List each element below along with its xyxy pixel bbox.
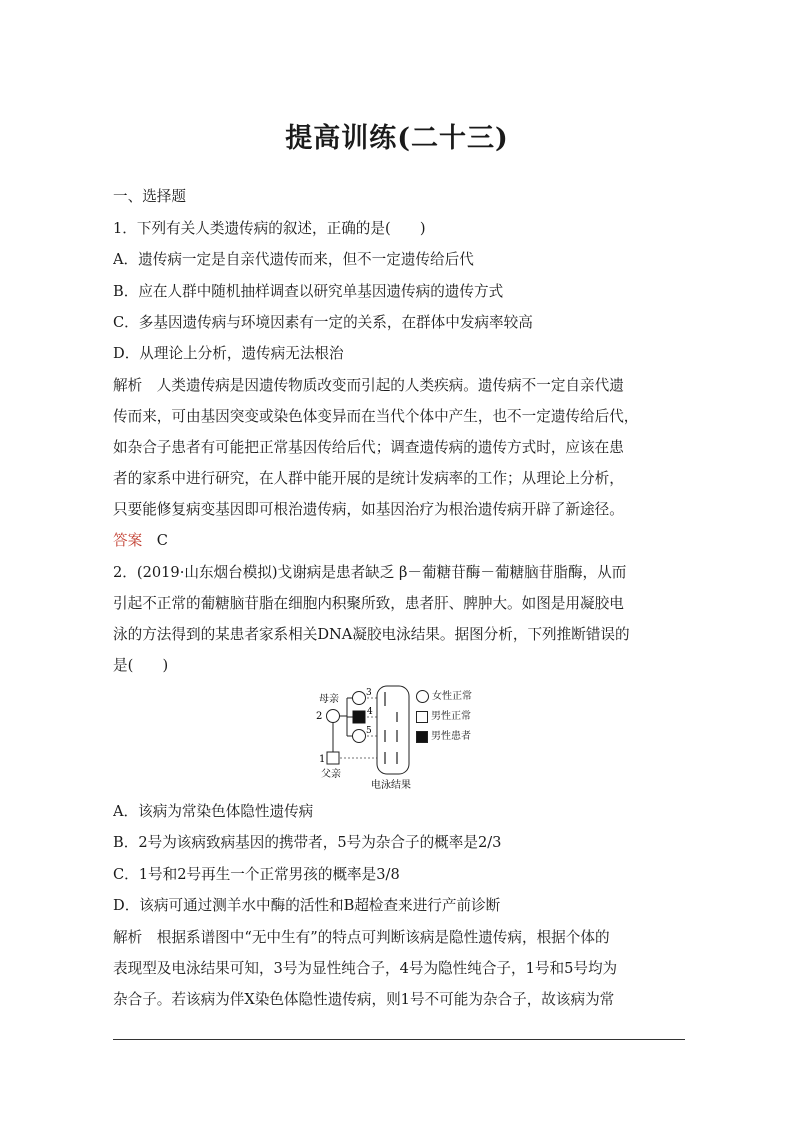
q1-option-c: C．多基因遗传病与环境因素有一定的关系，在群体中发病率较高 [113,314,533,331]
individual-2-normal-female [327,710,340,723]
q1-analysis-line-3: 如杂合子患者有可能把正常基因传给后代；调查遗传病的遗传方式时，应该在患 [113,439,624,456]
q1-option-b: B．应在人群中随机抽样调查以研究单基因遗传病的遗传方式 [113,283,504,300]
square-icon [416,711,428,723]
q1-analysis-label: 解析 [113,377,143,394]
q1-stem: 1．下列有关人类遗传病的叙述，正确的是( ) [113,220,426,237]
filled-square-icon [416,731,428,743]
gel-box [377,686,409,774]
q2-analysis-line-3: 杂合子。若该病为伴X染色体隐性遗传病，则1号不可能为杂合子，故该病为常 [113,991,615,1008]
q2-stem-line-1: 2．(2019·山东烟台模拟)戈谢病是患者缺乏 β－葡糖苷酶－葡糖脑苷脂酶，从而 [113,564,627,581]
q2-stem-line-2: 引起不正常的葡糖脑苷脂在细胞内积聚所致，患者肝、脾肿大。如图是用凝胶电 [113,595,624,612]
legend-normal-male: 男性正常 [416,710,471,726]
q1-analysis-line-1 [113,376,685,396]
page-title: 提高训练(二十三) [285,123,509,154]
diagram-legend [416,688,516,748]
mother-label: 母亲 [319,694,339,705]
q1-analysis-line-2: 传而来，可由基因突变或染色体变异而在当代个体中产生，也不一定遗传给后代， [113,408,639,425]
q2-option-d: D．该病可通过测羊水中酶的活性和B超检查来进行产前诊断 [113,897,501,914]
q2-stem-line-3: 泳的方法得到的某患者家系相关DNA凝胶电泳结果。据图分析，下列推断错误的 [113,626,630,643]
q2-analysis-text-1: 根据系谱图中“无中生有”的特点可判断该病是隐性遗传病，根据个体的 [156,929,610,946]
individual-4-affected-male [353,711,365,723]
q2-analysis-label: 解析 [113,929,143,946]
individual-3-normal-female [353,692,366,705]
q1-analysis-line-5: 只要能修复病变基因即可根治遗传病，如基因治疗为根治遗传病开辟了新途径。 [113,501,624,518]
q2-analysis-line-1 [113,928,685,948]
num-1: 1 [319,754,326,765]
q1-analysis-text-1: 人类遗传病是因遗传物质改变而引起的人类疾病。遗传病不一定自亲代遗 [156,377,624,394]
q1-option-a: A．遗传病一定是自亲代遗传而来，但不一定遗传给后代 [113,251,474,268]
q1-analysis-line-4: 者的家系中进行研究，在人群中能开展的是统计发病率的工作；从理论上分析， [113,470,624,487]
num-2: 2 [316,711,323,722]
num-4: 4 [367,707,373,717]
legend-affected-male: 男性患者 [416,730,471,746]
q1-answer-value: C [156,532,168,549]
q2-stem-line-4: 是( ) [113,657,169,674]
section-heading: 一、选择题 [113,188,186,205]
footer-rule [113,1039,685,1040]
q2-option-c: C．1号和2号再生一个正常男孩的概率是3/8 [113,866,400,883]
legend-normal-female: 女性正常 [416,690,472,706]
circle-icon [416,690,429,703]
q2-option-a: A．该病为常染色体隐性遗传病 [113,803,314,820]
q2-option-b: B．2号为该病致病基因的携带者，5号为杂合子的概率是2/3 [113,834,502,851]
gel-label: 电泳结果 [371,780,411,791]
num-3: 3 [366,688,372,698]
q2-analysis-line-2: 表现型及电泳结果可知，3号为显性纯合子，4号为隐性纯合子，1号和5号均为 [113,960,618,977]
father-label: 父亲 [321,769,341,780]
q1-answer-label: 答案 [113,532,143,549]
q1-answer [113,531,685,551]
individual-1-normal-male [327,752,339,764]
num-5: 5 [366,726,372,736]
q1-option-d: D．从理论上分析，遗传病无法根治 [113,345,344,362]
individual-5-normal-female [353,730,366,743]
